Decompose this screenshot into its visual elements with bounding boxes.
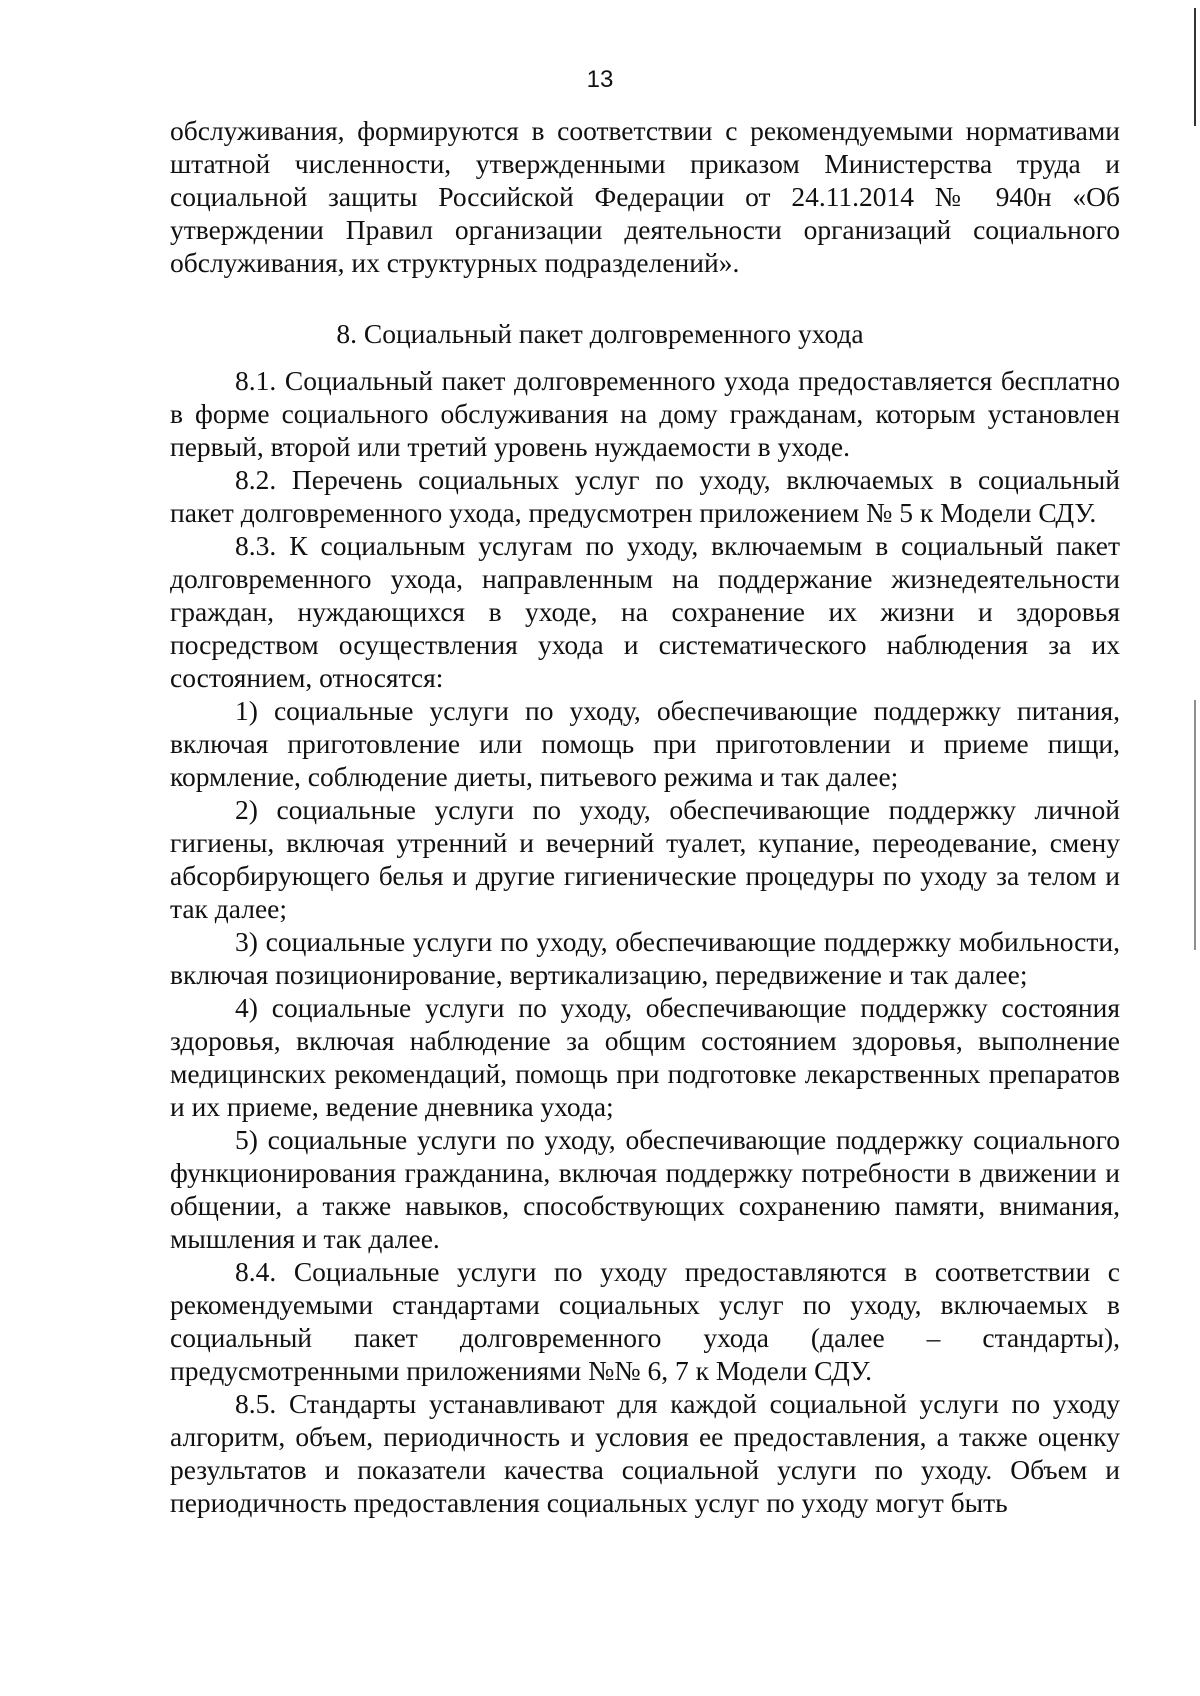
scan-mark-top [1194,8,1196,126]
paragraph-8-1: 8.1. Социальный пакет долговременного ухода предоставляется бесплатно в форме социального обслуживания на дому гражданам, которым установлен первый, второй или третий уровень нуждаемости в уходе. [170,365,1120,462]
list-item-4: 4) социальные услуги по уходу, обеспечивающие поддержку состояния здоровья, включая наблюдение за общим состоянием здоровья, выполнение медицинских рекомендаций, помощь при подготовке лекарственных препаратов и их приеме, ведение дневника ухода; [170,992,1120,1122]
section-body [170,364,1120,1519]
intro-paragraph-block [170,114,1120,279]
list-item-5: 5) социальные услуги по уходу, обеспечивающие поддержку социального функционирования гражданина, включая поддержку потребности в движении и общении, а также навыков, способствующих сохранению памяти, внимания, мышления и так далее. [170,1124,1120,1254]
list-item-3: 3) социальные услуги по уходу, обеспечивающие поддержку мобильности, включая позиционирование, вертикализацию, передвижение и так далее; [170,926,1120,990]
list-item-1: 1) социальные услуги по уходу, обеспечивающие поддержку питания, включая приготовление или помощь при приготовлении и приеме пищи, кормление, соблюдение диеты, питьевого режима и так далее; [170,695,1120,792]
scan-edge-artifact [1186,0,1200,1696]
list-item-2: 2) социальные услуги по уходу, обеспечивающие поддержку личной гигиены, включая утренний и вечерний туалет, купание, переодевание, смену абсорбирующего белья и другие гигиенические процедуры по уходу за телом и так далее; [170,794,1120,924]
paragraph-8-3: 8.3. К социальным услугам по уходу, включаемым в социальный пакет долговременного ухода, направленным на поддержание жизнедеятельности граждан, нуждающихся в уходе, на сохранение их жизни и здоровья посредством осуществления ухода и систематического наблюдения за их состоянием, относятся: [170,530,1120,693]
paragraph-8-2: 8.2. Перечень социальных услуг по уходу, включаемых в социальный пакет долговременного ухода, предусмотрен приложением № 5 к Модели СДУ. [170,464,1120,528]
intro-paragraph: обслуживания, формируются в соответствии с рекомендуемыми нормативами штатной численности, утвержденными приказом Министерства труда и социальной защиты Российской Федерации от 24.11.2014 № 940н «Об утверждении Правил организации деятельности организаций социального обслуживания, их структурных подразделений». [170,115,1120,278]
page-number: 13 [586,66,614,93]
paragraph-8-5: 8.5. Стандарты устанавливают для каждой социальной услуги по уходу алгоритм, объем, периодичность и условия ее предоставления, а также оценку результатов и показатели качества социальной услуги по уходу. Объем и периодичность предоставления социальных услуг по уходу могут быть [170,1388,1120,1518]
paragraph-8-4: 8.4. Социальные услуги по уходу предоставляются в соответствии с рекомендуемыми стандартами социальных услуг по уходу, включаемых в социальный пакет долговременного ухода (далее – стандарты), предусмотренными приложениями №№ 6, 7 к Модели СДУ. [170,1256,1120,1386]
section-heading: 8. Социальный пакет долговременного ухода [336,318,864,349]
scan-mark-middle [1194,700,1196,950]
